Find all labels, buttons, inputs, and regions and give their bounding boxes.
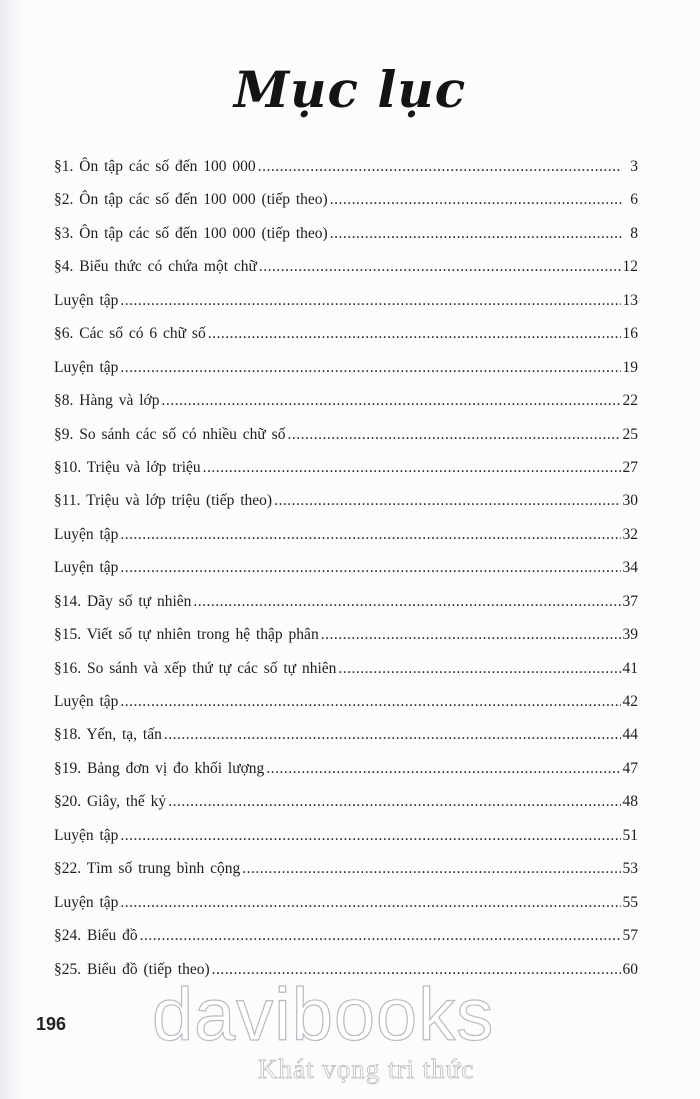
toc-dot-leader [266,760,620,778]
toc-entry [54,693,638,726]
toc-entry [54,927,638,960]
table-of-contents [54,158,638,994]
toc-entry-page: 32 [622,525,638,543]
toc-entry [54,827,638,860]
toc-dot-leader [330,225,622,243]
toc-entry-title: §8. Hàng và lớp [54,392,160,410]
toc-entry-title: §1. Ôn tập các số đến 100 000 [54,158,256,175]
toc-entry-title: Luyện tập [54,693,119,710]
toc-entry-page: 25 [622,425,638,443]
toc-entry [54,292,638,325]
toc-entry-page: 39 [622,626,638,644]
toc-dot-leader [287,426,620,444]
toc-entry [54,626,638,659]
toc-entry [54,191,638,224]
toc-entry [54,225,638,258]
toc-entry [54,660,638,693]
toc-entry-title: §14. Dãy số tự nhiên [54,592,192,610]
toc-entry-page: 57 [622,927,638,945]
toc-entry-page: 30 [622,492,638,510]
toc-entry [54,894,638,927]
toc-entry-title: §20. Giây, thế kỷ [54,793,167,811]
toc-entry [54,158,638,191]
toc-entry-title: §6. Các số có 6 chữ số [54,325,206,343]
toc-entry-title: §15. Viết số tự nhiên trong hệ thập phân [54,626,319,644]
toc-entry-title: Luyện tập [54,826,119,844]
binding-shadow [0,0,22,1099]
toc-entry-title: Luyện tập [54,291,119,309]
toc-entry-page: 55 [622,893,638,911]
toc-entry-page: 19 [622,358,638,376]
toc-entry [54,760,638,793]
toc-entry-title: Luyện tập [54,525,119,543]
toc-entry-title: §16. So sánh và xếp thứ tự các số tự nhiên [54,659,337,677]
toc-entry [54,860,638,893]
toc-entry-title: §11. Triệu và lớp triệu (tiếp theo) [54,492,273,510]
toc-dot-leader [164,726,621,744]
toc-dot-leader [168,793,620,811]
toc-dot-leader [242,860,620,878]
toc-entry [54,325,638,358]
toc-entry-title: §18. Yến, tạ, tấn [54,726,162,744]
toc-entry [54,258,638,291]
toc-dot-leader [330,191,622,209]
toc-dot-leader [120,693,620,711]
toc-entry-title: §10. Triệu và lớp triệu [54,458,201,476]
toc-entry-page: 47 [622,759,638,777]
toc-entry [54,492,638,525]
toc-entry-page: 37 [622,592,638,610]
toc-entry-page: 12 [622,258,638,276]
toc-dot-leader [120,359,620,377]
page-number: 196 [36,1014,67,1034]
toc-dot-leader [338,660,620,678]
toc-dot-leader [120,827,620,845]
toc-entry-title: Luyện tập [54,559,119,577]
toc-entry [54,793,638,826]
toc-dot-leader [193,593,620,611]
toc-entry-page: 16 [622,325,638,343]
toc-dot-leader [259,258,621,276]
toc-entry [54,526,638,559]
toc-entry-page: 8 [630,224,638,242]
toc-entry-title: Luyện tập [54,893,119,911]
toc-entry [54,559,638,592]
toc-entry-page: 51 [622,826,638,844]
toc-entry-page: 34 [622,559,638,577]
toc-dot-leader [258,158,622,176]
toc-entry-page: 41 [622,659,638,677]
toc-dot-leader [120,292,620,310]
toc-dot-leader [120,526,620,544]
toc-entry [54,426,638,459]
toc-entry-page: 13 [622,291,638,309]
toc-entry-title: §9. So sánh các số có nhiều chữ số [54,425,286,443]
toc-entry [54,593,638,626]
toc-dot-leader [203,459,621,477]
toc-dot-leader [120,894,620,912]
toc-entry-page: 48 [622,793,638,811]
toc-entry-title: §24. Biểu đồ [54,927,138,945]
page-title: Mục lục [233,60,467,119]
toc-entry-title: §22. Tìm số trung bình cộng [54,860,241,878]
watermark-brand: davibooks [152,973,495,1056]
toc-dot-leader [274,492,620,510]
toc-dot-leader [140,927,621,945]
toc-dot-leader [321,626,621,644]
toc-entry [54,459,638,492]
toc-entry-title: Luyện tập [54,358,119,376]
toc-entry-page: 53 [622,860,638,878]
toc-entry-page: 42 [622,693,638,710]
toc-dot-leader [120,559,620,577]
toc-entry-title: §2. Ôn tập các số đến 100 000 (tiếp theo) [54,191,328,209]
toc-entry-title: §19. Bảng đơn vị đo khối lượng [54,759,265,777]
toc-entry-title: §4. Biểu thức có chứa một chữ [54,258,257,276]
toc-dot-leader [208,325,621,343]
toc-entry-page: 6 [630,191,638,209]
toc-dot-leader [161,392,620,410]
toc-entry-page: 44 [622,726,638,744]
toc-entry-page: 27 [622,458,638,476]
toc-entry-title: §3. Ôn tập các số đến 100 000 (tiếp theo) [54,224,328,242]
toc-entry [54,359,638,392]
toc-entry [54,392,638,425]
toc-entry-page: 22 [622,392,638,410]
toc-entry-page: 60 [622,960,638,978]
toc-entry-title: §25. Biểu đồ (tiếp theo) [54,960,210,978]
toc-entry-page: 3 [630,158,638,175]
watermark-tagline: Khát vọng tri thức [258,1054,475,1084]
toc-entry [54,726,638,759]
